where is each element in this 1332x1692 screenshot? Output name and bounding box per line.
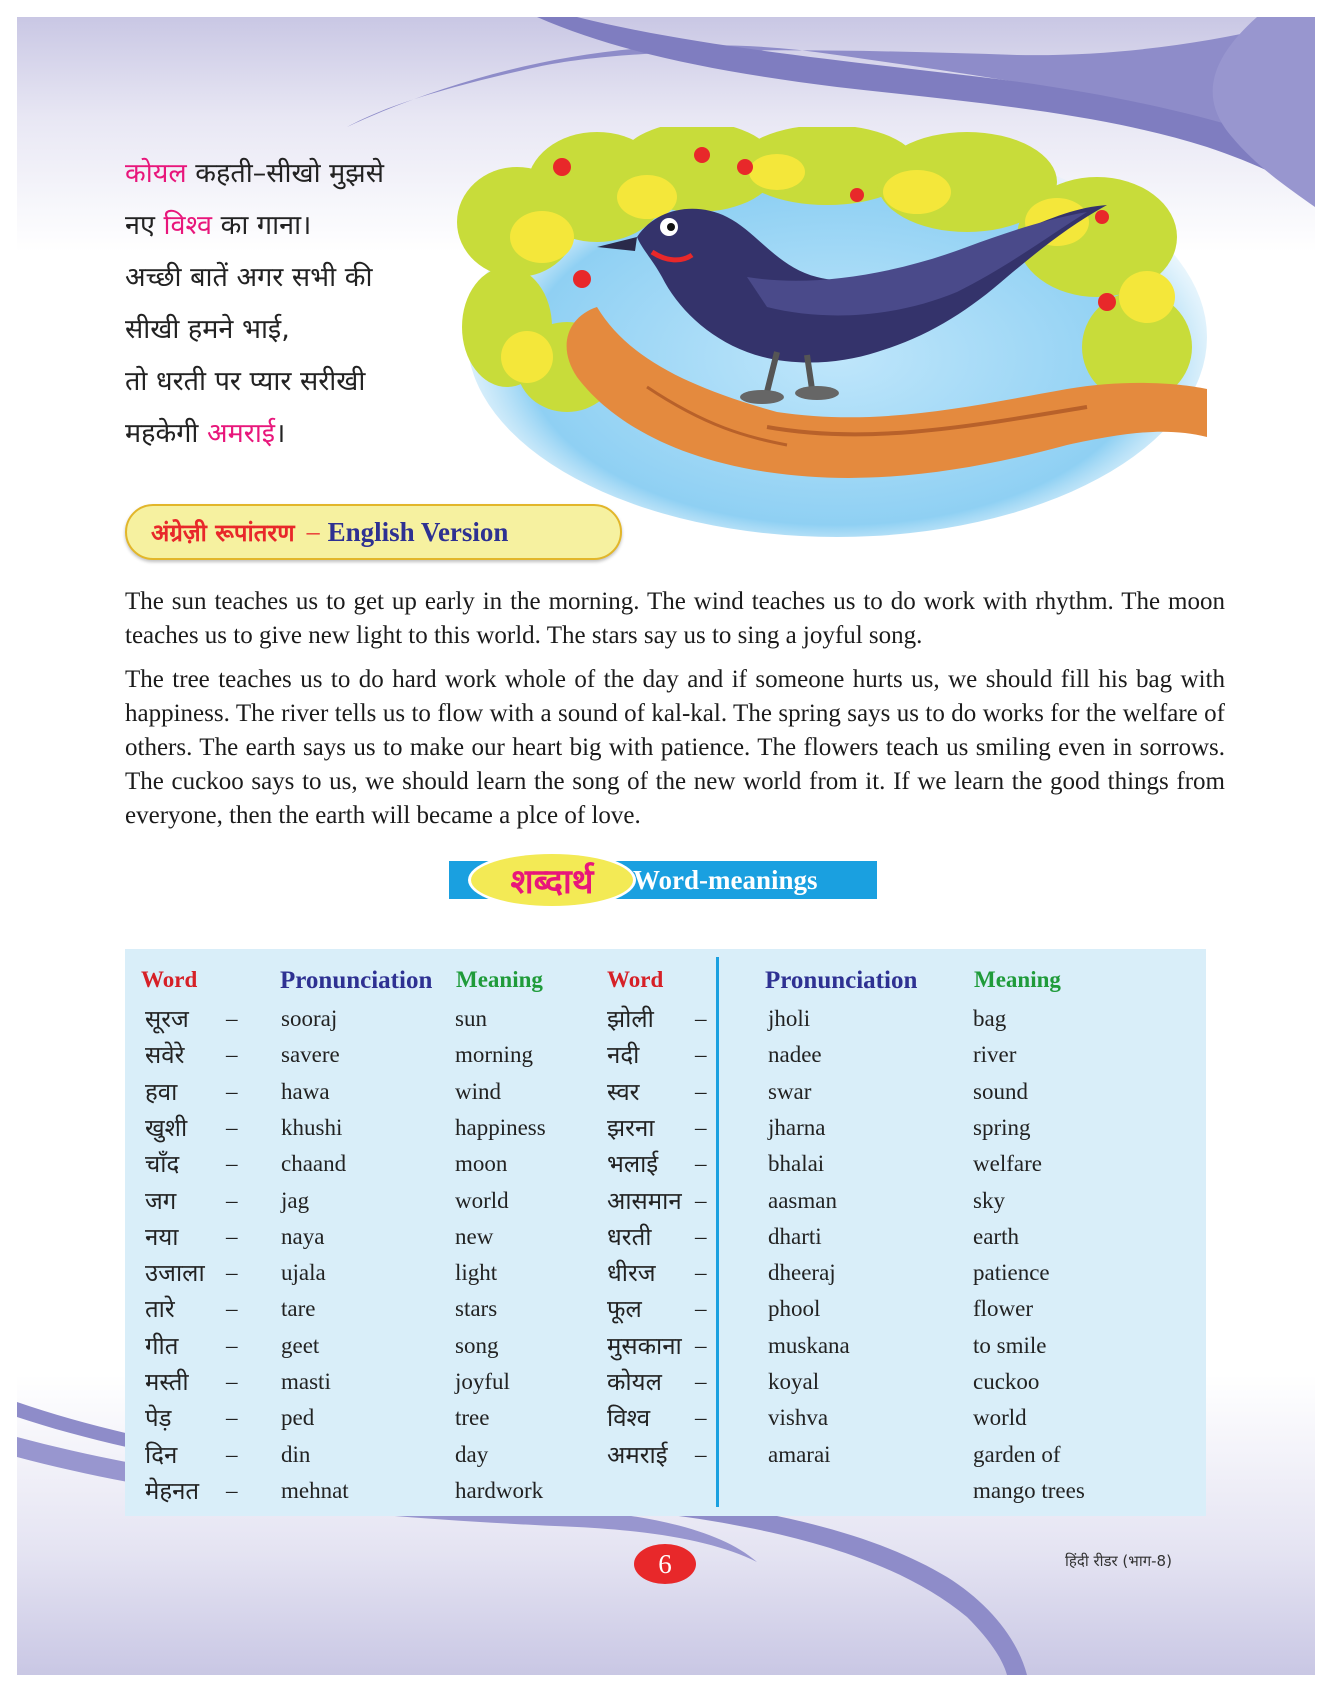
table-row [125,1183,1206,1219]
banner-hindi: शब्दार्थ [510,862,594,902]
dash-cell: – [226,1223,238,1249]
word-cell: मेहनत [145,1476,200,1505]
pronunciation-cell: ped [281,1405,315,1431]
word-cell: हवा [145,1077,178,1106]
poem-text: का गाना। [212,210,312,241]
poem-line [125,264,384,316]
meaning-cell: new [455,1223,494,1249]
table-row [125,1146,1206,1182]
dash-cell: – [695,1151,707,1177]
meaning-cell: tree [455,1405,490,1431]
word-cell: सूरज [145,1005,189,1033]
word-cell: मस्ती [145,1368,189,1396]
poem-text: कहती–सीखो मुझसे [186,158,384,189]
meaning-cell: world [973,1405,1027,1431]
banner-oval [471,854,633,906]
dash-cell: – [695,1006,707,1031]
word-cell: खुशी [145,1113,188,1142]
meaning-cell: moon [455,1151,508,1177]
poem-line [125,212,384,264]
meaning-cell: stars [455,1296,498,1322]
dash-cell: – [695,1042,707,1068]
pronunciation-cell: bhalai [768,1151,825,1177]
poem-highlight-word: कोयल [125,158,187,189]
table-row [125,1437,1206,1473]
page-number: 6 [634,1544,696,1584]
pronunciation-cell: savere [281,1042,340,1068]
meaning-cell: bag [973,1006,1007,1031]
heading-dash: – [306,517,320,546]
poem-text: । [275,418,286,449]
meaning-cell: welfare [973,1151,1042,1177]
meaning-cell: hardwork [455,1477,544,1503]
word-cell: फूल [607,1295,642,1324]
word-cell: अमराई [607,1440,668,1469]
pronunciation-cell: khushi [281,1114,343,1140]
table-row [125,1328,1206,1364]
meaning-cell: light [455,1260,498,1286]
right-header-meaning: Meaning [974,967,1061,992]
dash-cell: – [695,1223,707,1249]
dash-cell: – [695,1405,707,1431]
dash-cell: – [226,1078,238,1104]
pronunciation-cell: dheeraj [768,1260,836,1286]
pronunciation-cell: koyal [768,1369,820,1394]
pronunciation-cell: amarai [768,1441,831,1467]
meaning-cell: earth [973,1223,1019,1249]
dash-cell: – [695,1369,707,1394]
word-cell: गीत [145,1331,179,1360]
pronunciation-cell: swar [768,1078,812,1104]
table-row [125,1110,1206,1146]
meaning-cell: song [455,1332,499,1358]
table-row [125,1291,1206,1327]
pronunciation-cell: sooraj [281,1006,338,1031]
word-cell: सवेरे [145,1041,185,1070]
left-header-meaning: Meaning [456,967,543,992]
meaning-cell: happiness [455,1114,546,1140]
dash-cell: – [226,1006,238,1031]
meaning-cell: sky [973,1187,1005,1213]
dash-cell: – [226,1114,238,1140]
poem-line [125,368,384,420]
word-cell: धीरज [607,1259,656,1288]
poem-text: तो धरती पर प्यार सरीखी [125,366,366,397]
meaning-cell: mango trees [973,1477,1085,1503]
table-row [125,1255,1206,1291]
heading-english: English Version [327,516,509,547]
pronunciation-cell: naya [281,1223,325,1249]
meaning-cell: river [973,1042,1017,1068]
pronunciation-cell: masti [281,1369,331,1394]
table-row [125,1219,1206,1255]
word-cell: विश्व [607,1404,651,1433]
table-row [125,1364,1206,1400]
meaning-cell: flower [973,1296,1034,1322]
word-cell: भलाई [607,1150,659,1179]
pronunciation-cell: tare [281,1296,316,1322]
dash-cell: – [226,1151,238,1177]
pronunciation-cell: chaand [281,1151,347,1177]
poem-text: नए [125,210,164,241]
dash-cell: – [226,1332,238,1358]
book-title: हिंदी रीडर (भाग-8) [1065,1552,1172,1570]
word-cell: झोली [607,1005,654,1033]
word-cell: उजाला [145,1259,205,1288]
meaning-cell: morning [455,1042,533,1068]
meaning-cell: wind [455,1078,501,1104]
word-cell: पेड़ [145,1404,172,1433]
pronunciation-cell: jholi [768,1006,811,1031]
dash-cell: – [695,1260,707,1286]
poem-highlight-word: अमराई [207,418,276,449]
dash-cell: – [226,1441,238,1467]
table-row [125,1473,1206,1509]
dash-cell: – [226,1369,238,1394]
dash-cell: – [695,1078,707,1104]
pronunciation-cell: jag [281,1187,310,1213]
table-row [125,1037,1206,1073]
paragraph-1: The sun teaches us to get up early in the morning. The wind teaches us to do work with rhythm. The moon teaches us to give new light to this world. The stars say us to sing a joyful song. [125,588,1225,649]
heading-hindi: अंग्रेज़ी रूपांतरण [151,518,295,547]
meaning-cell: garden of [973,1441,1061,1467]
dash-cell: – [695,1441,707,1467]
pronunciation-cell: mehnat [281,1477,349,1503]
word-cell: आसमान [607,1186,682,1215]
word-cell: नदी [607,1041,640,1070]
pronunciation-cell: vishva [768,1405,829,1431]
paragraph-2: The tree teaches us to do hard work whole of the day and if someone hurts us, we should fill his bag with happiness. The river tells us to flow with a sound of kal-kal. The spring says us to do works for the welfare of others. The earth says us to make our heart big with patience. The flowers teach us smiling even in sorrows. The cuckoo says to us, we should learn the song of the new world from it. If we learn the good things from everyone, then the earth will became a plce of love. [125,666,1225,829]
meaning-cell: cuckoo [973,1369,1040,1394]
left-header-pronunciation: Pronunciation [280,967,433,994]
poem-text: अच्छी बातें अगर सभी की [125,262,373,293]
word-cell: मुसकाना [607,1331,682,1360]
pronunciation-cell: nadee [768,1042,822,1068]
dash-cell: – [226,1477,238,1503]
pronunciation-cell: jharna [768,1114,826,1140]
pronunciation-cell: ujala [281,1260,326,1286]
dash-cell: – [226,1260,238,1286]
word-cell: चाँद [145,1150,180,1179]
poem-text: महकेगी [125,418,207,449]
pronunciation-cell: aasman [768,1187,837,1213]
pronunciation-cell: dharti [768,1223,822,1249]
meaning-cell: patience [973,1260,1050,1286]
meaning-cell: day [455,1441,489,1467]
poem-line [125,160,384,212]
table-row [125,1001,1206,1037]
pronunciation-cell: hawa [281,1078,330,1104]
word-cell: दिन [145,1440,178,1469]
table-row [125,1400,1206,1436]
meaning-cell: joyful [455,1369,510,1394]
word-cell: कोयल [607,1368,662,1396]
meaning-cell: to smile [973,1332,1047,1358]
word-meanings-banner [449,854,877,904]
left-header-word: Word [141,967,198,992]
word-cell: तारे [145,1295,175,1324]
meaning-cell: world [455,1187,509,1213]
table-row [125,1074,1206,1110]
dash-cell: – [695,1114,707,1140]
poem-text: सीखी हमने भाई, [125,314,290,345]
right-header-pronunciation: Pronunciation [765,967,918,994]
dash-cell: – [695,1187,707,1213]
word-meanings-table [125,949,1206,1516]
meaning-cell: sound [973,1078,1028,1104]
meaning-cell: spring [973,1114,1031,1140]
poem-line [125,316,384,368]
pronunciation-cell: geet [281,1332,320,1358]
right-header-word: Word [607,967,664,992]
pronunciation-cell: muskana [768,1332,850,1358]
banner-english: Word-meanings [633,865,818,895]
poem-line [125,420,384,472]
cuckoo-illustration [447,127,1207,537]
poem-highlight-word: विश्व [163,210,212,241]
word-cell: नया [145,1222,179,1251]
dash-cell: – [695,1332,707,1358]
dash-cell: – [695,1296,707,1322]
poem [125,160,384,472]
page [17,17,1315,1675]
meaning-cell: sun [455,1006,487,1031]
dash-cell: – [226,1405,238,1431]
word-cell: धरती [607,1222,652,1251]
word-cell: जग [145,1186,177,1215]
dash-cell: – [226,1187,238,1213]
word-cell: स्वर [607,1077,640,1106]
pronunciation-cell: phool [768,1296,821,1322]
dash-cell: – [226,1042,238,1068]
pronunciation-cell: din [281,1441,311,1467]
word-cell: झरना [607,1113,655,1142]
dash-cell: – [226,1296,238,1322]
english-version-heading [125,504,622,560]
